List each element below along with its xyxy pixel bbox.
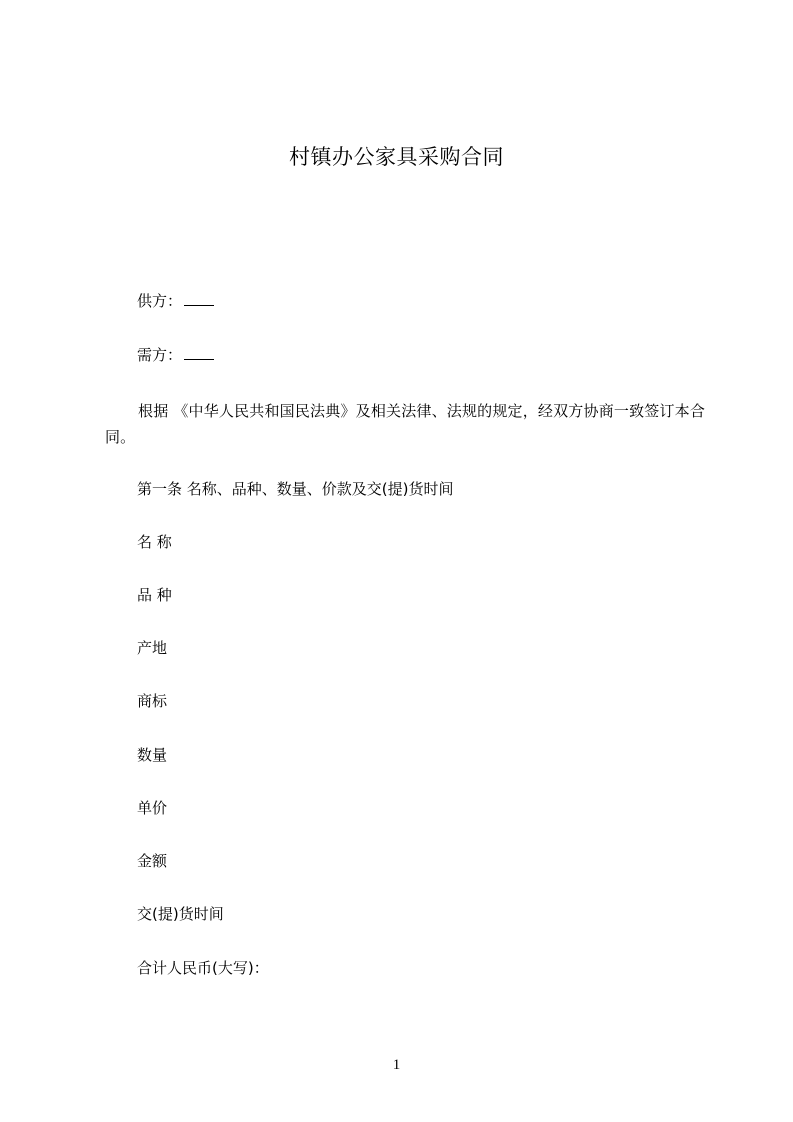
supplier-label: 供方： <box>137 292 183 310</box>
article-1-heading: 第一条 名称、品种、数量、价款及交(提)货时间 <box>137 480 454 498</box>
supplier-blank[interactable] <box>184 291 214 306</box>
contract-title: 村镇办公家具采购合同 <box>289 145 504 169</box>
field-name: 名 称 <box>137 533 172 551</box>
field-quantity: 数量 <box>137 746 168 764</box>
field-unit-price: 单价 <box>137 799 168 817</box>
page-number: 1 <box>392 1057 401 1073</box>
buyer-blank[interactable] <box>184 345 214 360</box>
field-total-rmb: 合计人民币(大写)： <box>137 959 269 977</box>
field-delivery-time: 交(提)货时间 <box>137 905 224 923</box>
field-trademark: 商标 <box>137 692 168 710</box>
field-amount: 金额 <box>137 852 168 870</box>
buyer-label: 需方： <box>137 346 183 364</box>
field-variety: 品 种 <box>137 586 172 604</box>
intro-paragraph: 根据 《中华人民共和国民法典》及相关法律、法规的规定，经双方协商一致签订本合同。 <box>105 402 705 446</box>
field-origin: 产地 <box>137 639 168 657</box>
buyer-line <box>137 345 214 365</box>
supplier-line <box>137 291 214 311</box>
